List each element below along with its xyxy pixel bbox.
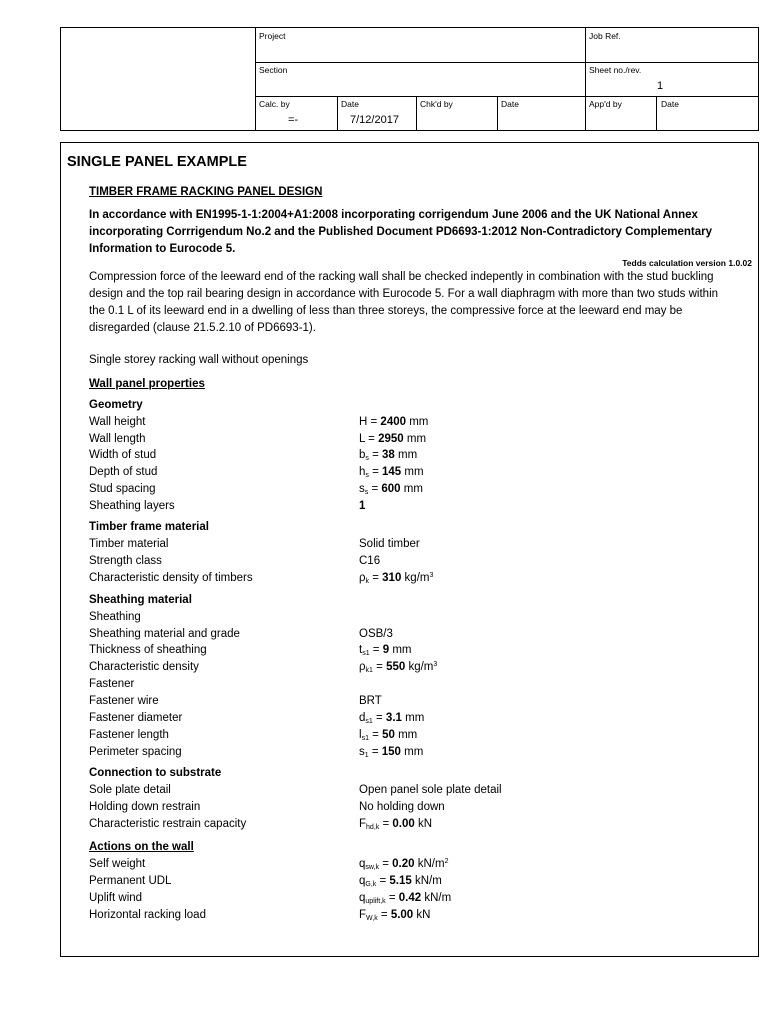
header-divider <box>585 28 586 130</box>
row-label: Self weight <box>89 858 146 870</box>
row-value: L = 2950 mm <box>359 433 427 445</box>
group-heading: Geometry <box>89 399 143 411</box>
header-divider <box>255 28 256 130</box>
row-label: Holding down restrain <box>89 801 201 813</box>
row-label: Sole plate detail <box>89 784 171 796</box>
row-value: BRT <box>359 695 382 707</box>
row-label: Sheathing <box>89 611 141 623</box>
sheet-value: 1 <box>657 80 664 92</box>
row-label: Sheathing material and grade <box>89 628 240 640</box>
row-value: $t_{s1} = 9$ mm <box>359 644 412 657</box>
row-value: $b_s = 38$ mm <box>359 449 418 462</box>
header-divider <box>337 96 338 130</box>
calcby-value: =- <box>288 114 299 126</box>
row-value: $F_{hd,k} = 0.00$ kN <box>359 818 433 831</box>
calculation-panel <box>60 142 759 957</box>
group-heading: Timber frame material <box>89 521 209 533</box>
calc-header-block <box>60 27 759 131</box>
row-value: Open panel sole plate detail <box>359 784 502 796</box>
row-label: Wall length <box>89 433 146 445</box>
wall-note: Single storey racking wall without openings <box>89 354 309 366</box>
header-divider <box>255 62 758 63</box>
date-value: 7/12/2017 <box>350 114 399 126</box>
section-heading: Actions on the wall <box>89 841 194 853</box>
section-label: Section <box>259 65 288 75</box>
row-label: Perimeter spacing <box>89 746 182 758</box>
calcby-label: Calc. by <box>259 99 290 109</box>
project-label: Project <box>259 31 286 41</box>
document-title: SINGLE PANEL EXAMPLE <box>67 154 247 170</box>
row-label: Horizontal racking load <box>89 909 206 921</box>
row-value: $h_s = 145$ mm <box>359 466 424 479</box>
sheet-label: Sheet no./rev. <box>589 65 642 75</box>
row-value: $s_1 = 150$ mm <box>359 746 424 759</box>
row-label: Fastener diameter <box>89 712 183 724</box>
header-divider <box>416 96 417 130</box>
row-value: C16 <box>359 555 381 567</box>
row-label: Uplift wind <box>89 892 143 904</box>
row-value: No holding down <box>359 801 445 813</box>
version-label: Tedds calculation version 1.0.02 <box>622 258 752 268</box>
row-value: $l_{s1} = 50$ mm <box>359 729 418 742</box>
date-label: Date <box>661 99 679 109</box>
row-value: Solid timber <box>359 538 420 550</box>
row-value: OSB/3 <box>359 628 393 640</box>
date-label: Date <box>341 99 359 109</box>
row-label: Permanent UDL <box>89 875 172 887</box>
row-value: H = 2400 mm <box>359 416 429 428</box>
row-label: Wall height <box>89 416 146 428</box>
row-label: Timber material <box>89 538 169 550</box>
row-label: Fastener <box>89 678 135 690</box>
row-label: Depth of stud <box>89 466 158 478</box>
row-label: Characteristic density <box>89 661 199 673</box>
row-value: $q_{G,k} = 5.15$ kN/m <box>359 875 442 888</box>
row-value: $q_{uplift,k} = 0.42$ kN/m <box>359 892 452 905</box>
document-subtitle: TIMBER FRAME RACKING PANEL DESIGN <box>89 186 323 198</box>
row-value: $\rho_k = 310$ $kg/m^3$ <box>359 572 434 585</box>
row-label: Fastener wire <box>89 695 159 707</box>
date-label: Date <box>501 99 519 109</box>
standards-intro: In accordance with EN1995-1-1:2004+A1:2008 incorporating corrigendum June 2006 and the UK National Annex incorporating Corrrigendum No.2 and the Published Document PD6693-1:2012 Non-Contradictory Complementary Information to Eurocode 5. <box>89 209 713 255</box>
row-label: Sheathing layers <box>89 500 175 512</box>
row-value: $s_s = 600$ mm <box>359 483 423 496</box>
row-value: $d_{s1} = 3.1$ mm <box>359 712 425 725</box>
header-divider <box>255 96 758 97</box>
compression-paragraph: Compression force of the leeward end of the racking wall shall be checked indepently in combination with the stud buckling design and the top rail bearing design in accordance with Eurocode 5. For a wall diaphragm with more than two studs within the 0.1 L of its leeward end in a dwelling of less than three storeys, the compressive force at the leeward end may be disregarded (clause 21.5.2.10 of PD6693-1). <box>89 271 719 334</box>
row-label: Width of stud <box>89 449 157 461</box>
row-value: $F_{W,k} = 5.00$ kN <box>359 909 431 922</box>
row-label: Fastener length <box>89 729 169 741</box>
header-divider <box>497 96 498 130</box>
row-label: Characteristic density of timbers <box>89 572 253 584</box>
row-label: Strength class <box>89 555 162 567</box>
section-heading: Wall panel properties <box>89 378 205 390</box>
row-value: $q_{sw,k} = 0.20$ $kN/m^2$ <box>359 858 449 871</box>
row-label: Thickness of sheathing <box>89 644 207 656</box>
approved-by-label: App'd by <box>589 99 622 109</box>
row-value: 1 <box>359 500 366 512</box>
group-heading: Sheathing material <box>89 594 192 606</box>
jobref-label: Job Ref. <box>589 31 621 41</box>
checked-by-label: Chk'd by <box>420 99 453 109</box>
row-label: Characteristic restrain capacity <box>89 818 247 830</box>
row-value: $\rho_{k1} = 550$ $kg/m^3$ <box>359 661 438 674</box>
row-label: Stud spacing <box>89 483 156 495</box>
header-divider <box>656 96 657 130</box>
group-heading: Connection to substrate <box>89 767 222 779</box>
